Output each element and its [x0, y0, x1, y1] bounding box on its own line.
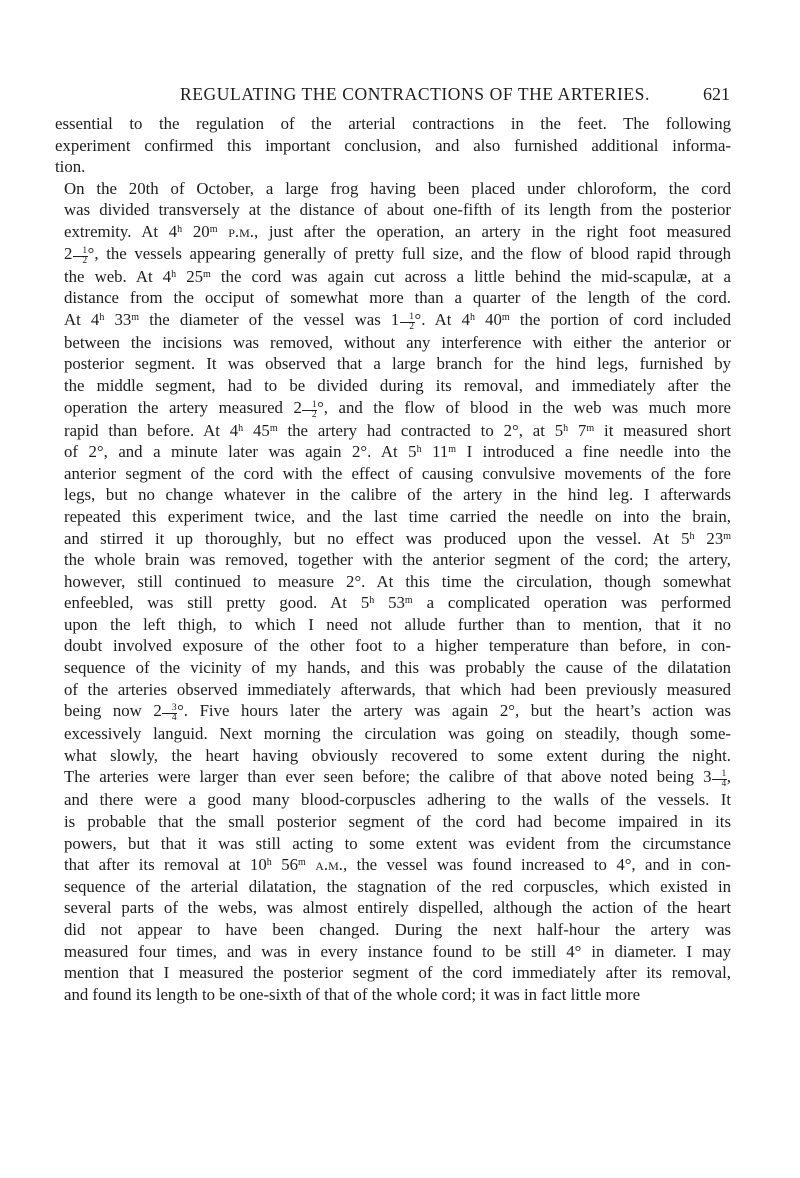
text-line: The arteries were larger than ever seen before; the calibre of that above noted being 3 $\frac{1}{4}$ , [64, 767, 731, 790]
superscript: m [501, 311, 510, 323]
text-line: is probable that the small posterior segment of the cord had become impaired in its [64, 812, 731, 832]
text-line: being now 2 $\frac{3}{4}$ °. Five hours later the artery was again 2°, but the heart’s action was [64, 701, 731, 724]
fraction: $\frac{1}{2}$ [302, 401, 317, 420]
superscript: h [563, 422, 569, 434]
text-line: 2 $\frac{1}{2}$ °, the vessels appearing generally of pretty full size, and the flow of blood rapid through [64, 243, 731, 266]
text-line: sequence of the arterial dilatation, the stagnation of the red corpuscles, which existed in [64, 876, 731, 896]
text-line: extremity. At 4$^h$ 20$^m$ p.m., just after the operation, an artery in the right foot measured [64, 221, 731, 241]
superscript: h [689, 530, 695, 542]
superscript: h [266, 857, 272, 869]
text-line: and stirred it up thoroughly, but no effect was produced upon the vessel. At 5$^h$ 23$^m$ [64, 528, 731, 548]
text-line: operation the artery measured 2 $\frac{1}{2}$ °, and the flow of blood in the web was much more [64, 397, 731, 420]
superscript: m [209, 223, 218, 235]
text-line: was divided transversely at the distance of about one-fifth of its length from the posterior [64, 200, 731, 220]
superscript: m [404, 595, 413, 607]
superscript: h [238, 422, 244, 434]
fraction: $\frac{1}{2}$ [73, 247, 88, 266]
superscript: m [723, 530, 731, 542]
superscript: m [269, 422, 278, 434]
fraction: $\frac{1}{2}$ [400, 313, 415, 332]
fraction: $\frac{1}{4}$ [712, 770, 727, 789]
text-line: of the arteries observed immediately afterwards, that which had been previously measured [64, 679, 731, 699]
text-line: and found its length to be one-sixth of that of the whole cord; it was in fact little more [64, 984, 641, 1004]
superscript: m [203, 268, 211, 280]
superscript: m [586, 422, 595, 434]
text-line: distance from the occiput of somewhat more than a quarter of the length of the cord. [64, 288, 731, 308]
text-line: that after its removal at 10$^h$ 56$^m$ a.m., the vessel was found increased to 4°, and in con- [64, 855, 732, 875]
body-text [55, 113, 731, 1005]
text-line: On the 20th of October, a large frog having been placed under chloroform, the cord [64, 178, 731, 198]
text-line: anterior segment of the cord with the effect of causing convulsive movements of the fore [64, 463, 731, 483]
running-title: REGULATING THE CONTRACTIONS OF THE ARTERIES. [180, 84, 650, 104]
text-line: At 4$^h$ 33$^m$ the diameter of the vessel was 1 $\frac{1}{2}$ °. At 4$^h$ 40$^m$ the portion of cord included [64, 309, 731, 332]
text-line: of 2°, and a minute later was again 2°. At 5$^h$ 11$^m$ I introduced a fine needle into the [64, 442, 731, 462]
superscript: m [448, 444, 457, 456]
text-line: upon the left thigh, to which I need not allude further than to mention, that it no [64, 614, 731, 634]
paragraph [55, 178, 731, 1006]
small-caps-time: a.m. [315, 855, 343, 875]
paragraph [55, 113, 731, 178]
superscript: h [171, 268, 177, 280]
text-line: the web. At 4$^h$ 25$^m$ the cord was again cut across a little behind the mid-scapulæ, at a [64, 266, 731, 286]
text-line: did not appear to have been changed. During the next half-hour the artery was [64, 920, 731, 939]
superscript: h [99, 311, 105, 323]
superscript: h [416, 444, 422, 456]
text-line: however, still continued to measure 2°. At this time the circulation, though somewhat [64, 571, 731, 591]
text-line: essential to the regulation of the arterial contractions in the feet. The following [55, 114, 731, 133]
text-line: rapid than before. At 4$^h$ 45$^m$ the artery had contracted to 2°, at 5$^h$ 7$^m$ it measured short [64, 420, 731, 440]
superscript: m [298, 857, 306, 869]
text-line: posterior segment. It was observed that a large branch for the hind legs, furnished by [64, 354, 731, 374]
text-line: excessively languid. Next morning the circulation was going on steadily, though some- [64, 724, 731, 744]
text-line: tion. [55, 157, 86, 177]
text-line: what slowly, the heart having obviously recovered to some extent during the night. [64, 745, 731, 765]
page-number: 621 [703, 84, 730, 104]
text-line: legs, but no change whatever in the calibre of the artery in the hind leg. I afterwards [64, 485, 731, 505]
text-line: measured four times, and was in every instance found to be still 4° in diameter. I may [64, 941, 731, 961]
text-line: doubt involved exposure of the other foot to a higher temperature than before, in con- [64, 636, 731, 656]
superscript: h [469, 311, 475, 323]
text-line: experiment confirmed this important conclusion, and also furnished additional informa- [55, 135, 731, 155]
text-line: enfeebled, was still pretty good. At 5$^h$ 53$^m$ a complicated operation was performed [64, 593, 731, 613]
superscript: h [177, 223, 183, 235]
fraction: $\frac{3}{4}$ [162, 704, 177, 723]
running-head [160, 84, 730, 108]
superscript: h [369, 595, 375, 607]
superscript: m [131, 311, 140, 323]
text-line: the middle segment, had to be divided during its removal, and immediately after the [64, 375, 731, 395]
text-line: several parts of the webs, was almost entirely dispelled, although the action of the heart [64, 898, 731, 918]
text-line: mention that I measured the posterior segment of the cord immediately after its removal, [64, 963, 731, 983]
text-line: between the incisions was removed, without any interference with either the anterior or [64, 332, 731, 352]
text-line: powers, but that it was still acting to some extent was evident from the circumstance [64, 833, 731, 853]
text-line: repeated this experiment twice, and the last time carried the needle on into the brain, [64, 506, 731, 526]
text-line: and there were a good many blood-corpuscles adhering to the walls of the vessels. It [64, 790, 731, 810]
small-caps-time: p.m. [228, 221, 254, 241]
text-line: the whole brain was removed, together with the anterior segment of the cord; the artery, [64, 550, 731, 570]
text-line: sequence of the vicinity of my hands, and this was probably the cause of the dilatation [64, 658, 731, 678]
